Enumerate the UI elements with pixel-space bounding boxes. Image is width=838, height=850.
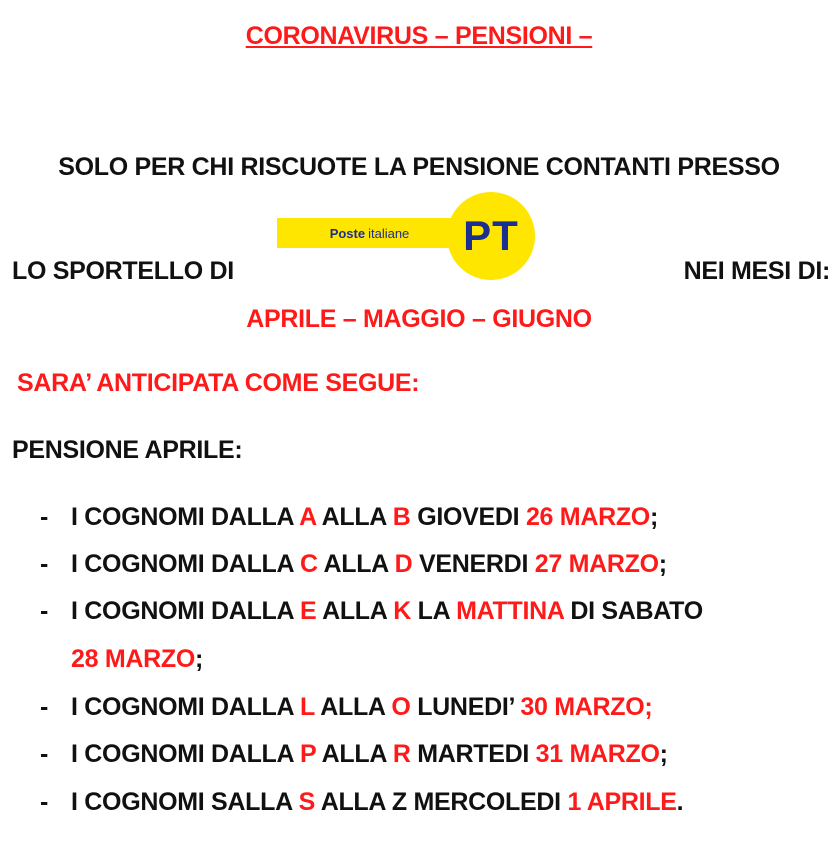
item-prefix: I COGNOMI DALLA — [71, 597, 300, 625]
item-day-continued: DI SABATO — [563, 597, 703, 625]
schedule-item — [71, 740, 668, 769]
schedule-item — [71, 503, 658, 532]
item-to-letter: D — [394, 550, 413, 578]
months-line: APRILE – MAGGIO – GIUGNO — [246, 305, 592, 333]
page-title: CORONAVIRUS – PENSIONI – — [245, 22, 593, 50]
logo-monogram: PT — [447, 192, 535, 280]
bullet-dash: - — [40, 597, 49, 625]
item-date: 28 MARZO — [71, 645, 196, 673]
item-date: 1 APRILE — [567, 788, 677, 816]
item-to-letter: R — [392, 740, 411, 768]
item-end: ; — [649, 503, 658, 531]
item-to-letter: B — [392, 503, 411, 531]
schedule-item — [71, 550, 667, 579]
item-end: ; — [659, 740, 668, 768]
item-end: ; — [658, 550, 667, 578]
item-day: GIOVEDI — [410, 503, 526, 531]
item-rest: ALLA Z MERCOLEDI — [314, 788, 568, 816]
item-mid: ALLA — [314, 693, 392, 721]
item-from-letter: E — [299, 597, 317, 625]
item-from-letter: A — [299, 503, 316, 531]
item-from-letter: C — [299, 550, 318, 578]
item-end: ; — [195, 645, 204, 673]
item-end: . — [676, 788, 684, 816]
schedule-heading: PENSIONE APRILE: — [12, 436, 243, 464]
item-prefix: I COGNOMI DALLA — [71, 550, 300, 578]
item-prefix: I COGNOMI SALLA — [71, 788, 299, 816]
item-from-letter: L — [299, 693, 315, 721]
item-mid: ALLA — [316, 597, 394, 625]
item-to-letter: O — [391, 693, 411, 721]
logo-brand-light: italiane — [368, 225, 410, 241]
schedule-item — [71, 693, 652, 722]
intro-line-2-right: NEI MESI DI: — [683, 257, 830, 285]
item-mid: ALLA — [315, 503, 393, 531]
schedule-item — [71, 597, 703, 626]
item-prefix: I COGNOMI DALLA — [71, 693, 300, 721]
logo-brand-bold: Poste — [329, 225, 366, 241]
item-morning: MATTINA — [456, 597, 564, 625]
schedule-item-continuation — [71, 645, 203, 674]
item-day: LUNEDI’ — [410, 693, 521, 721]
item-mid: ALLA — [315, 740, 393, 768]
bullet-dash: - — [40, 693, 49, 721]
item-prefix: I COGNOMI DALLA — [71, 503, 300, 531]
intro-line-2-left: LO SPORTELLO DI — [12, 257, 234, 285]
logo-wordmark — [277, 218, 462, 248]
item-prefix: I COGNOMI DALLA — [71, 740, 300, 768]
item-date: 26 MARZO — [525, 503, 650, 531]
item-to-letter: K — [393, 597, 412, 625]
notice-line: SARA’ ANTICIPATA COME SEGUE: — [17, 369, 420, 397]
item-mid: ALLA — [317, 550, 395, 578]
intro-line-1: SOLO PER CHI RISCUOTE LA PENSIONE CONTANTI PRESSO — [58, 153, 780, 181]
bullet-dash: - — [40, 503, 49, 531]
bullet-dash: - — [40, 788, 49, 816]
bullet-dash: - — [40, 740, 49, 768]
item-day: VENERDI — [412, 550, 535, 578]
item-date: 31 MARZO — [535, 740, 660, 768]
item-from-letter: S — [298, 788, 315, 816]
item-date: 30 MARZO; — [520, 693, 653, 721]
item-date: 27 MARZO — [534, 550, 659, 578]
poste-italiane-logo — [277, 192, 550, 282]
item-day: LA — [411, 597, 457, 625]
schedule-item — [71, 788, 683, 817]
item-day: MARTEDI — [410, 740, 536, 768]
item-from-letter: P — [299, 740, 316, 768]
bullet-dash: - — [40, 550, 49, 578]
